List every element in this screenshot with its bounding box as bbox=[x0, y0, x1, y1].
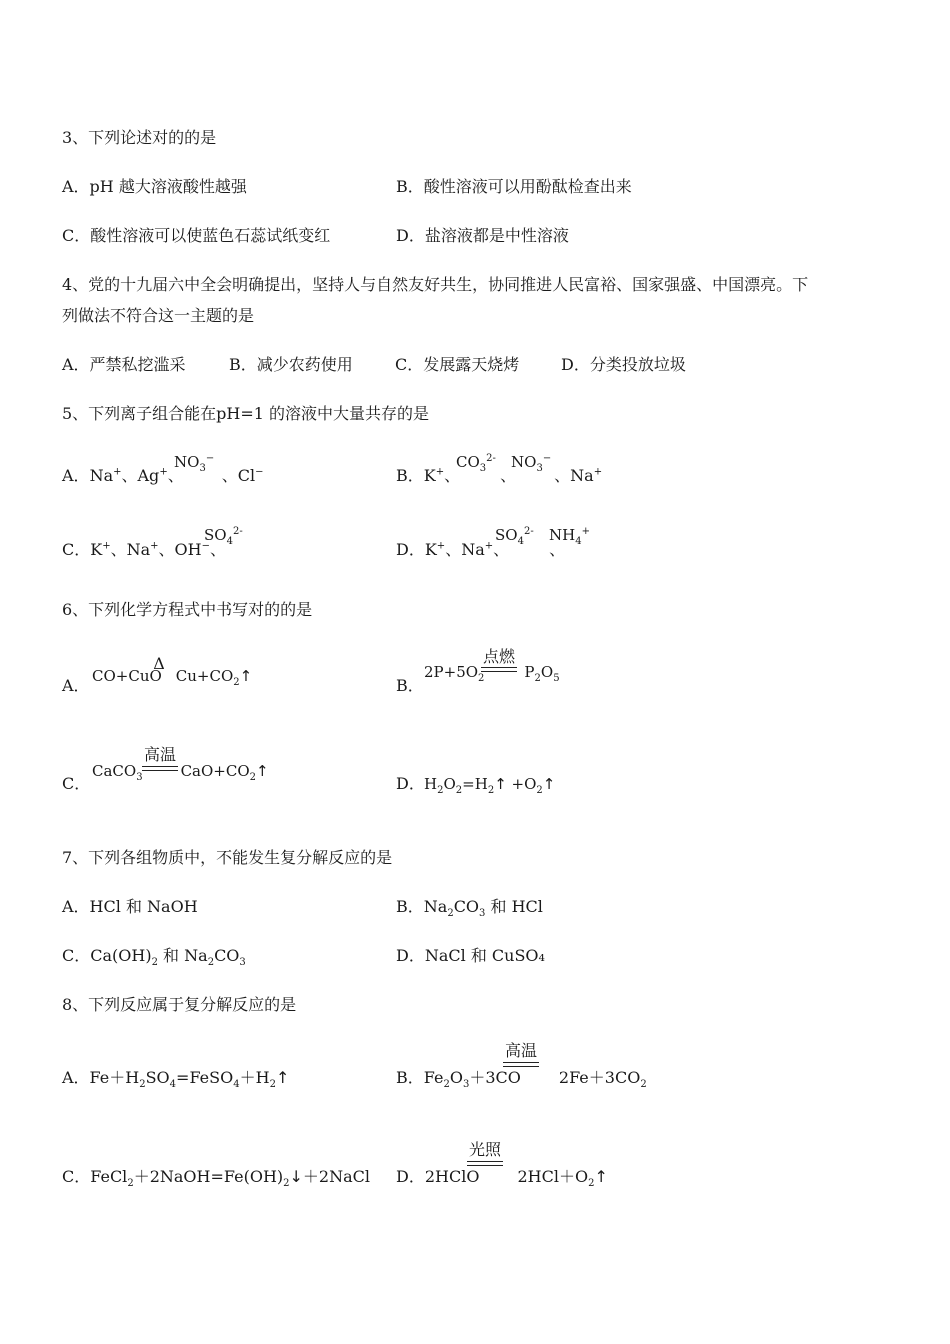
q5-c-label: C． bbox=[62, 540, 91, 559]
q8-option-a: A．$Fe+H_2SO_4=FeSO_4+H_2↑$ bbox=[62, 1068, 290, 1091]
q5-option-c: C．K+、Na+、OH−、 bbox=[62, 540, 227, 559]
q7-option-c: C．$Ca(OH)_2$ 和 $Na_2CO_3$ bbox=[62, 946, 246, 969]
q3-option-c: C．酸性溶液可以使蓝色石蕊试纸变红 bbox=[62, 226, 331, 245]
q7-option-d: D．NaCl 和 CuSO₄ bbox=[396, 946, 545, 965]
q7-stem: 7、下列各组物质中，不能发生复分解反应的是 bbox=[62, 848, 393, 867]
q8-b-condition: 高温 bbox=[504, 1041, 537, 1060]
q8-d-condition: 光照 bbox=[468, 1140, 501, 1159]
q5-option-b: B．K+、 、 、Na+ bbox=[396, 466, 603, 485]
q5-b-nitrate: $NO_3^-$ bbox=[511, 453, 552, 474]
q5-a-nitrate: $NO_3^-$ bbox=[174, 453, 215, 474]
q4-option-d: D．分类投放垃圾 bbox=[561, 355, 686, 374]
q5-d-ammonium: $NH_4^+$ bbox=[549, 526, 590, 547]
q8-stem: 8、下列反应属于复分解反应的是 bbox=[62, 995, 297, 1014]
q5-a-label: A． bbox=[62, 466, 90, 485]
q6-c-condition: 高温 bbox=[143, 745, 176, 764]
q3-option-a: A．pH 越大溶液酸性越强 bbox=[62, 177, 247, 196]
q4-option-a: A．严禁私挖滥采 bbox=[62, 355, 186, 374]
q6-b-double-line bbox=[481, 667, 517, 672]
q7-option-b: B．$Na_2CO_3$ 和 HCl bbox=[396, 897, 543, 920]
q5-option-d: D．K+、Na+、 、 bbox=[396, 540, 566, 559]
q4-option-b: B．减少农药使用 bbox=[229, 355, 353, 374]
q4-stem-line1: 4、党的十九届六中全会明确提出，坚持人与自然友好共生，协同推进人民富裕、国家强盛、中国漂亮。下 bbox=[62, 275, 809, 294]
q6-c-double-line bbox=[142, 766, 178, 771]
q5-c-sulfate: $SO_4^{2-}$ bbox=[204, 526, 243, 547]
q5-d-label: D． bbox=[396, 540, 425, 559]
q6-b-label: B． bbox=[396, 676, 424, 695]
q6-a-label: A． bbox=[62, 676, 90, 695]
q6-c-label: C． bbox=[62, 774, 91, 793]
q3-stem: 3、下列论述对的的是 bbox=[62, 128, 217, 147]
q6-b-condition: 点燃 bbox=[482, 647, 515, 666]
q8-option-c: C．$FeCl_2+2NaOH=Fe(OH)_2↓+2NaCl$ bbox=[62, 1167, 371, 1190]
q6-c-equation: CaCO$_3$ $CaO+CO_2↑$ bbox=[92, 762, 269, 783]
q6-stem: 6、下列化学方程式中书写对的的是 bbox=[62, 600, 313, 619]
q6-d-equation: $H_2O_2=H_2↑$ $+O_2↑$ bbox=[424, 775, 556, 796]
q4-stem-line2: 列做法不符合这一主题的是 bbox=[62, 306, 255, 325]
q4-option-c: C．发展露天烧烤 bbox=[395, 355, 520, 374]
q6-a-condition: Δ bbox=[153, 654, 165, 673]
q7-option-a: A．HCl 和 NaOH bbox=[62, 897, 198, 916]
q8-option-d: D．2HClO $2HCl+O_2↑$ bbox=[396, 1167, 608, 1190]
q5-option-a: A．Na+、Ag+、 、Cl− bbox=[62, 466, 264, 485]
q8-d-double-line bbox=[467, 1161, 503, 1166]
q5-b-label: B． bbox=[396, 466, 424, 485]
q8-b-double-line bbox=[503, 1062, 539, 1067]
q6-b-equation: $2P+5O_2$ $P_2O_5$ bbox=[424, 663, 560, 684]
q3-option-b: B．酸性溶液可以用酚酞检查出来 bbox=[396, 177, 632, 196]
q5-b-carbonate: $CO_3^{2-}$ bbox=[456, 453, 496, 474]
q5-stem: 5、下列离子组合能在pH=1 的溶液中大量共存的是 bbox=[62, 404, 430, 423]
q8-option-b: B．$Fe_2O_3+3CO$ $2Fe+3CO_2$ bbox=[396, 1068, 647, 1091]
q6-a-equation: CO+CuO $Cu+CO_2↑$ bbox=[92, 667, 253, 688]
q5-d-sulfate: $SO_4^{2-}$ bbox=[495, 526, 534, 547]
q6-d-label: D． bbox=[396, 774, 425, 793]
q3-option-d: D．盐溶液都是中性溶液 bbox=[396, 226, 569, 245]
